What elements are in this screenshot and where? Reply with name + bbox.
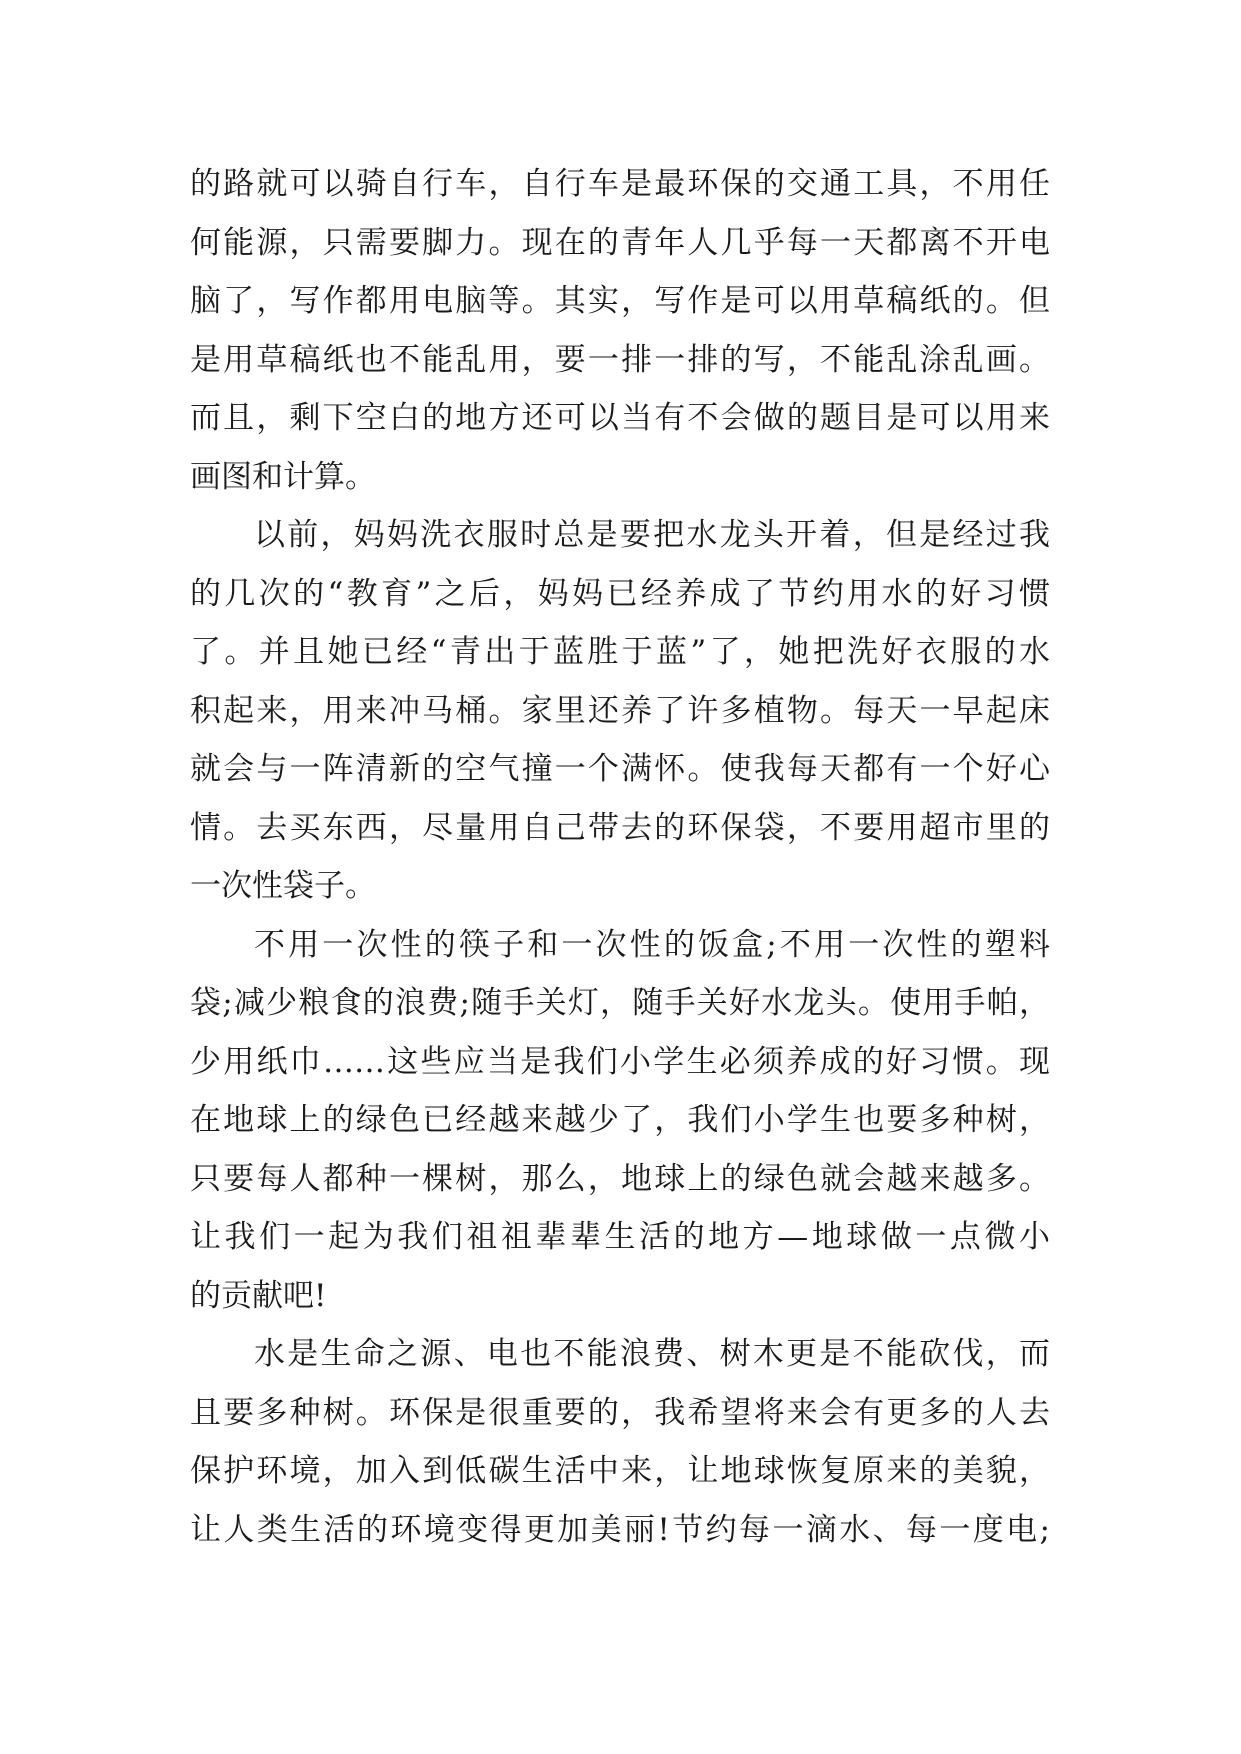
paragraph-line: 画图和计算。 — [190, 458, 376, 495]
paragraph-line: 了。并且她已经“青出于蓝胜于蓝”了，她把洗好衣服的水 — [190, 634, 1050, 670]
paragraph-line: 让人类生活的环境变得更加美丽!节约每一滴水、每一度电; — [190, 1511, 1050, 1548]
paragraph-line: 一次性袋子。 — [190, 868, 376, 904]
paragraph-line: 少用纸巾……这些应当是我们小学生必须养成的好习惯。现 — [190, 1043, 1050, 1080]
paragraph-4 — [190, 1325, 1050, 1559]
paragraph-line: 的几次的“教育”之后，妈妈已经养成了节约用水的好习惯 — [190, 575, 1050, 612]
paragraph-line: 脑了，写作都用电脑等。其实，写作是可以用草稿纸的。但 — [190, 283, 1050, 319]
paragraph-line: 情。去买东西，尽量用自己带去的环保袋，不要用超市里的 — [190, 809, 1050, 846]
paragraph-line: 是用草稿纸也不能乱用，要一排一排的写，不能乱涂乱画。 — [190, 341, 1050, 378]
paragraph-line: 在地球上的绿色已经越来越少了，我们小学生也要多种树， — [190, 1102, 1050, 1138]
paragraph-line: 水是生命之源、电也不能浪费、树木更是不能砍伐，而 — [254, 1336, 1050, 1372]
paragraph-2 — [190, 506, 1050, 916]
paragraph-line: 的贡献吧! — [190, 1277, 327, 1314]
paragraph-line: 的路就可以骑自行车，自行车是最环保的交通工具，不用任 — [190, 166, 1050, 202]
paragraph-line: 以前，妈妈洗衣服时总是要把水龙头开着，但是经过我 — [254, 517, 1050, 553]
paragraph-line: 且要多种树。环保是很重要的，我希望将来会有更多的人去 — [190, 1394, 1050, 1431]
paragraph-line: 而且，剩下空白的地方还可以当有不会做的题目是可以用来 — [190, 400, 1050, 436]
document-body — [190, 155, 1050, 1559]
paragraph-line: 不用一次性的筷子和一次性的饭盒;不用一次性的塑料 — [254, 926, 1050, 963]
paragraph-line: 就会与一阵清新的空气撞一个满怀。使我每天都有一个好心 — [190, 751, 1050, 787]
paragraph-1 — [190, 155, 1050, 506]
paragraph-line: 保护环境，加入到低碳生活中来，让地球恢复原来的美貌， — [190, 1453, 1050, 1489]
paragraph-line: 积起来，用来冲马桶。家里还养了许多植物。每天一早起床 — [190, 692, 1050, 729]
paragraph-line: 袋;减少粮食的浪费;随手关灯，随手关好水龙头。使用手帕， — [190, 985, 1050, 1021]
paragraph-3 — [190, 916, 1050, 1326]
paragraph-line: 只要每人都种一棵树，那么，地球上的绿色就会越来越多。 — [190, 1160, 1050, 1197]
paragraph-line: 何能源，只需要脚力。现在的青年人几乎每一天都离不开电 — [190, 224, 1050, 261]
paragraph-line: 让我们一起为我们祖祖辈辈生活的地方—地球做一点微小 — [190, 1219, 1050, 1255]
